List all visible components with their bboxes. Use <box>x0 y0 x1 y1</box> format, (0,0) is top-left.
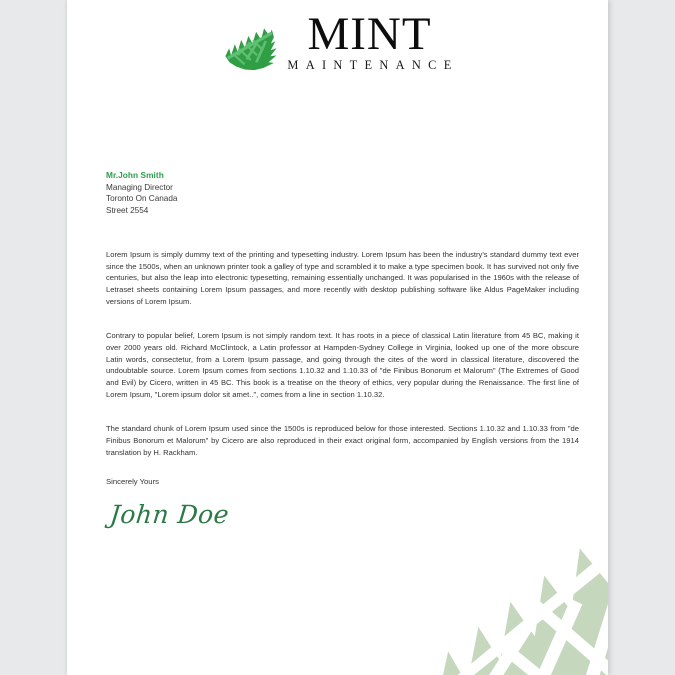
brand-name: MINT <box>307 8 432 61</box>
body-paragraph: Lorem Ipsum is simply dummy text of the printing and typesetting industry. Lorem Ipsum has been the industry's standard dummy text ever since the 1500s, when an unknown printer took a galley of type and scrambled it to make a type specimen book. It has survived not only five centuries, but also the leap into electronic typesetting, remaining essentially unchanged. It was popularised in the 1960s with the release of Letraset sheets containing Lorem Ipsum passages, and more recently with desktop publishing software like Aldus PageMaker including versions of Lorem Ipsum. <box>106 249 579 307</box>
mint-leaf-icon <box>216 12 278 74</box>
letter-page <box>67 0 608 675</box>
closing-salutation: Sincerely Yours <box>106 476 159 486</box>
recipient-line-street: Street 2554 <box>106 206 149 216</box>
recipient-block <box>106 170 579 217</box>
recipient-line-city: Toronto On Canada <box>106 194 178 204</box>
recipient-line-title: Managing Director <box>106 182 173 192</box>
recipient-name: Mr.John Smith <box>106 170 164 180</box>
brand-subtitle: MAINTENANCE <box>287 58 459 73</box>
letter-content <box>106 170 579 528</box>
signature: John Doe <box>108 499 231 529</box>
brand-logo <box>67 10 608 74</box>
body-paragraph: Contrary to popular belief, Lorem Ipsum is not simply random text. It has roots in a piece of classical Latin literature from 45 BC, making it over 2000 years old. Richard McClintock, a Latin professor at Hampden-Sydney College in Virginia, looked up one of the more obscure Latin words, consectetur, from a Lorem Ipsum passage, and going through the cites of the word in classical literature, discovered the undoubtable source. Lorem Ipsum comes from sections 1.10.32 and 1.10.33 of "de Finibus Bonorum et Malorum" (The Extremes of Good and Evil) by Cicero, written in 45 BC. This book is a treatise on the theory of ethics, very popular during the Renaissance. The first line of Lorem Ipsum, "Lorem ipsum dolor sit amet..", comes from a line in section 1.10.32. <box>106 330 579 400</box>
body-paragraph: The standard chunk of Lorem Ipsum used since the 1500s is reproduced below for those interested. Sections 1.10.32 and 1.10.33 from "de Finibus Bonorum et Malorum" by Cicero are also reproduced in their exact original form, accompanied by English versions from the 1914 translation by H. Rackham. <box>106 423 579 457</box>
